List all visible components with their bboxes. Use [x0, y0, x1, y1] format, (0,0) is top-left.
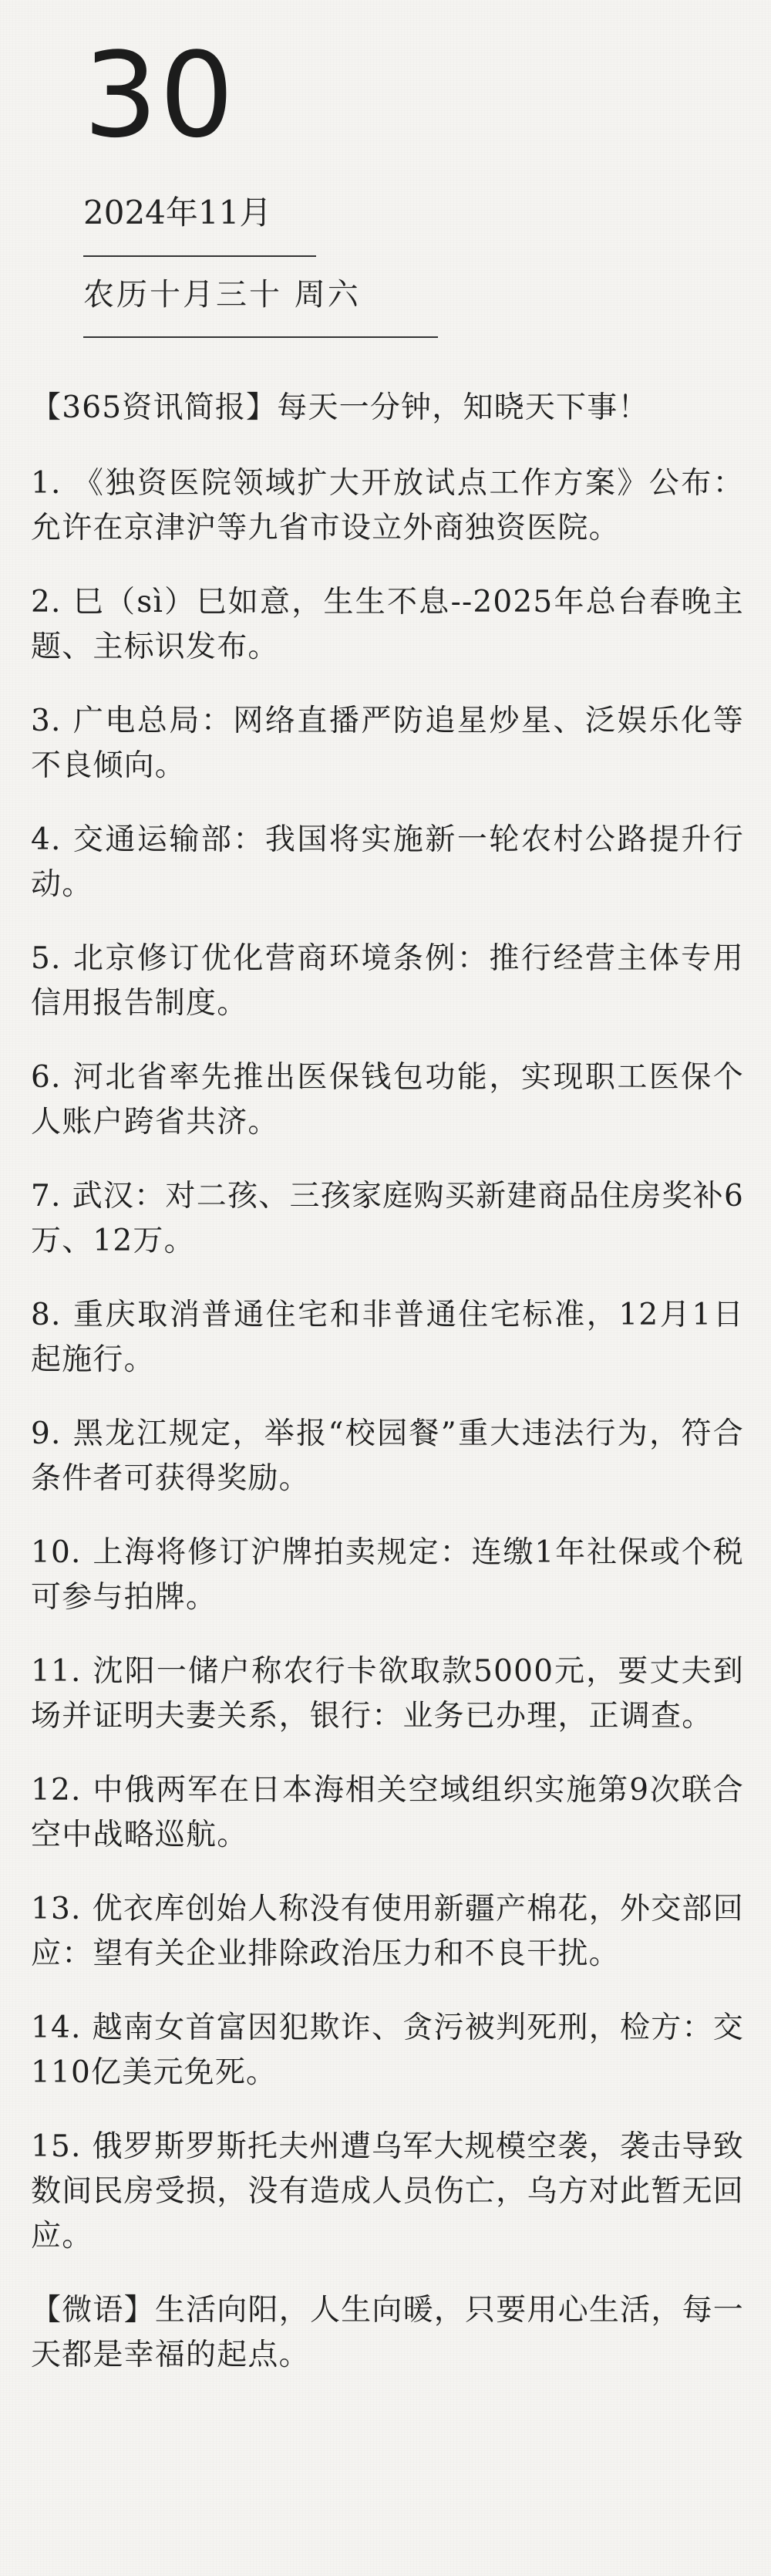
- news-item-number: 15.: [31, 2129, 82, 2164]
- news-item-text: 《独资医院领域扩大开放试点工作方案》公布：允许在京津沪等九省市设立外商独资医院。: [31, 466, 744, 545]
- news-item-text: 越南女首富因犯欺诈、贪污被判死刑，检方：交110亿美元免死。: [31, 2010, 744, 2090]
- news-item: [31, 1293, 744, 1383]
- news-item-number: 6.: [31, 1060, 62, 1095]
- news-item-number: 12.: [31, 1773, 82, 1808]
- news-item-text: 沈阳一储户称农行卡欲取款5000元，要丈夫到场并证明夫妻关系，银行：业务已办理，正调查。: [31, 1654, 744, 1734]
- news-item-text: 重庆取消普通住宅和非普通住宅标准，12月1日起施行。: [31, 1298, 744, 1377]
- day-number: 30: [83, 27, 236, 164]
- news-item-number: 9.: [31, 1416, 62, 1451]
- news-item-number: 5.: [31, 941, 62, 976]
- news-item-number: 4.: [31, 822, 62, 857]
- news-item-text: 俄罗斯罗斯托夫州遭乌军大规模空袭，袭击导致数间民房受损，没有造成人员伤亡，乌方对此暂无回应。: [31, 2129, 744, 2254]
- news-item-number: 13.: [31, 1892, 82, 1926]
- news-item-text: 交通运输部：我国将实施新一轮农村公路提升行动。: [31, 822, 744, 902]
- news-item-number: 10.: [31, 1535, 82, 1570]
- news-item: [31, 1531, 744, 1620]
- news-item-text: 上海将修订沪牌拍卖规定：连缴1年社保或个税可参与拍牌。: [31, 1535, 744, 1615]
- news-item-number: 1.: [31, 466, 62, 501]
- news-item-number: 2.: [31, 585, 62, 620]
- news-item: [31, 1055, 744, 1145]
- news-item: [31, 461, 744, 551]
- header-divider: [83, 255, 316, 257]
- news-item: [31, 818, 744, 907]
- news-item-text: 中俄两军在日本海相关空域组织实施第9次联合空中战略巡航。: [31, 1773, 744, 1852]
- news-item: [31, 2125, 744, 2259]
- lunar-divider: [83, 336, 438, 338]
- news-item-text: 广电总局：网络直播严防追星炒星、泛娱乐化等不良倾向。: [31, 704, 744, 783]
- news-item-number: 3.: [31, 704, 62, 738]
- closing-quote: 【微语】生活向阳，人生向暖，只要用心生活，每一天都是幸福的起点。: [31, 2293, 744, 2372]
- news-list: [31, 461, 744, 2259]
- news-brief: [31, 386, 744, 2407]
- news-item: [31, 1174, 744, 1264]
- news-item-number: 11.: [31, 1654, 82, 1689]
- news-item: [31, 580, 744, 670]
- news-item: [31, 2006, 744, 2095]
- news-item-number: 7.: [31, 1179, 62, 1214]
- intro-line: 【365资讯简报】每天一分钟，知晓天下事！: [31, 390, 649, 425]
- news-item-text: 黑龙江规定，举报“校园餐”重大违法行为，符合条件者可获得奖励。: [31, 1416, 744, 1496]
- news-item: [31, 1768, 744, 1858]
- news-item: [31, 699, 744, 788]
- year-month: 2024年11月: [83, 194, 272, 231]
- news-item: [31, 1412, 744, 1501]
- news-item: [31, 1887, 744, 1977]
- news-item-text: 北京修订优化营商环境条例：推行经营主体专用信用报告制度。: [31, 941, 744, 1021]
- news-item-number: 14.: [31, 2010, 82, 2045]
- news-item-text: 巳（sì）巳如意，生生不息--2025年总台春晚主题、主标识发布。: [31, 585, 744, 664]
- news-item: [31, 1649, 744, 1739]
- news-item: [31, 937, 744, 1026]
- lunar-date-weekday: 农历十月三十 周六: [83, 277, 361, 312]
- news-item-text: 优衣库创始人称没有使用新疆产棉花，外交部回应：望有关企业排除政治压力和不良干扰。: [31, 1892, 744, 1971]
- news-item-text: 武汉：对二孩、三孩家庭购买新建商品住房奖补6万、12万。: [31, 1179, 744, 1258]
- news-item-number: 8.: [31, 1298, 62, 1332]
- news-item-text: 河北省率先推出医保钱包功能，实现职工医保个人账户跨省共济。: [31, 1060, 744, 1139]
